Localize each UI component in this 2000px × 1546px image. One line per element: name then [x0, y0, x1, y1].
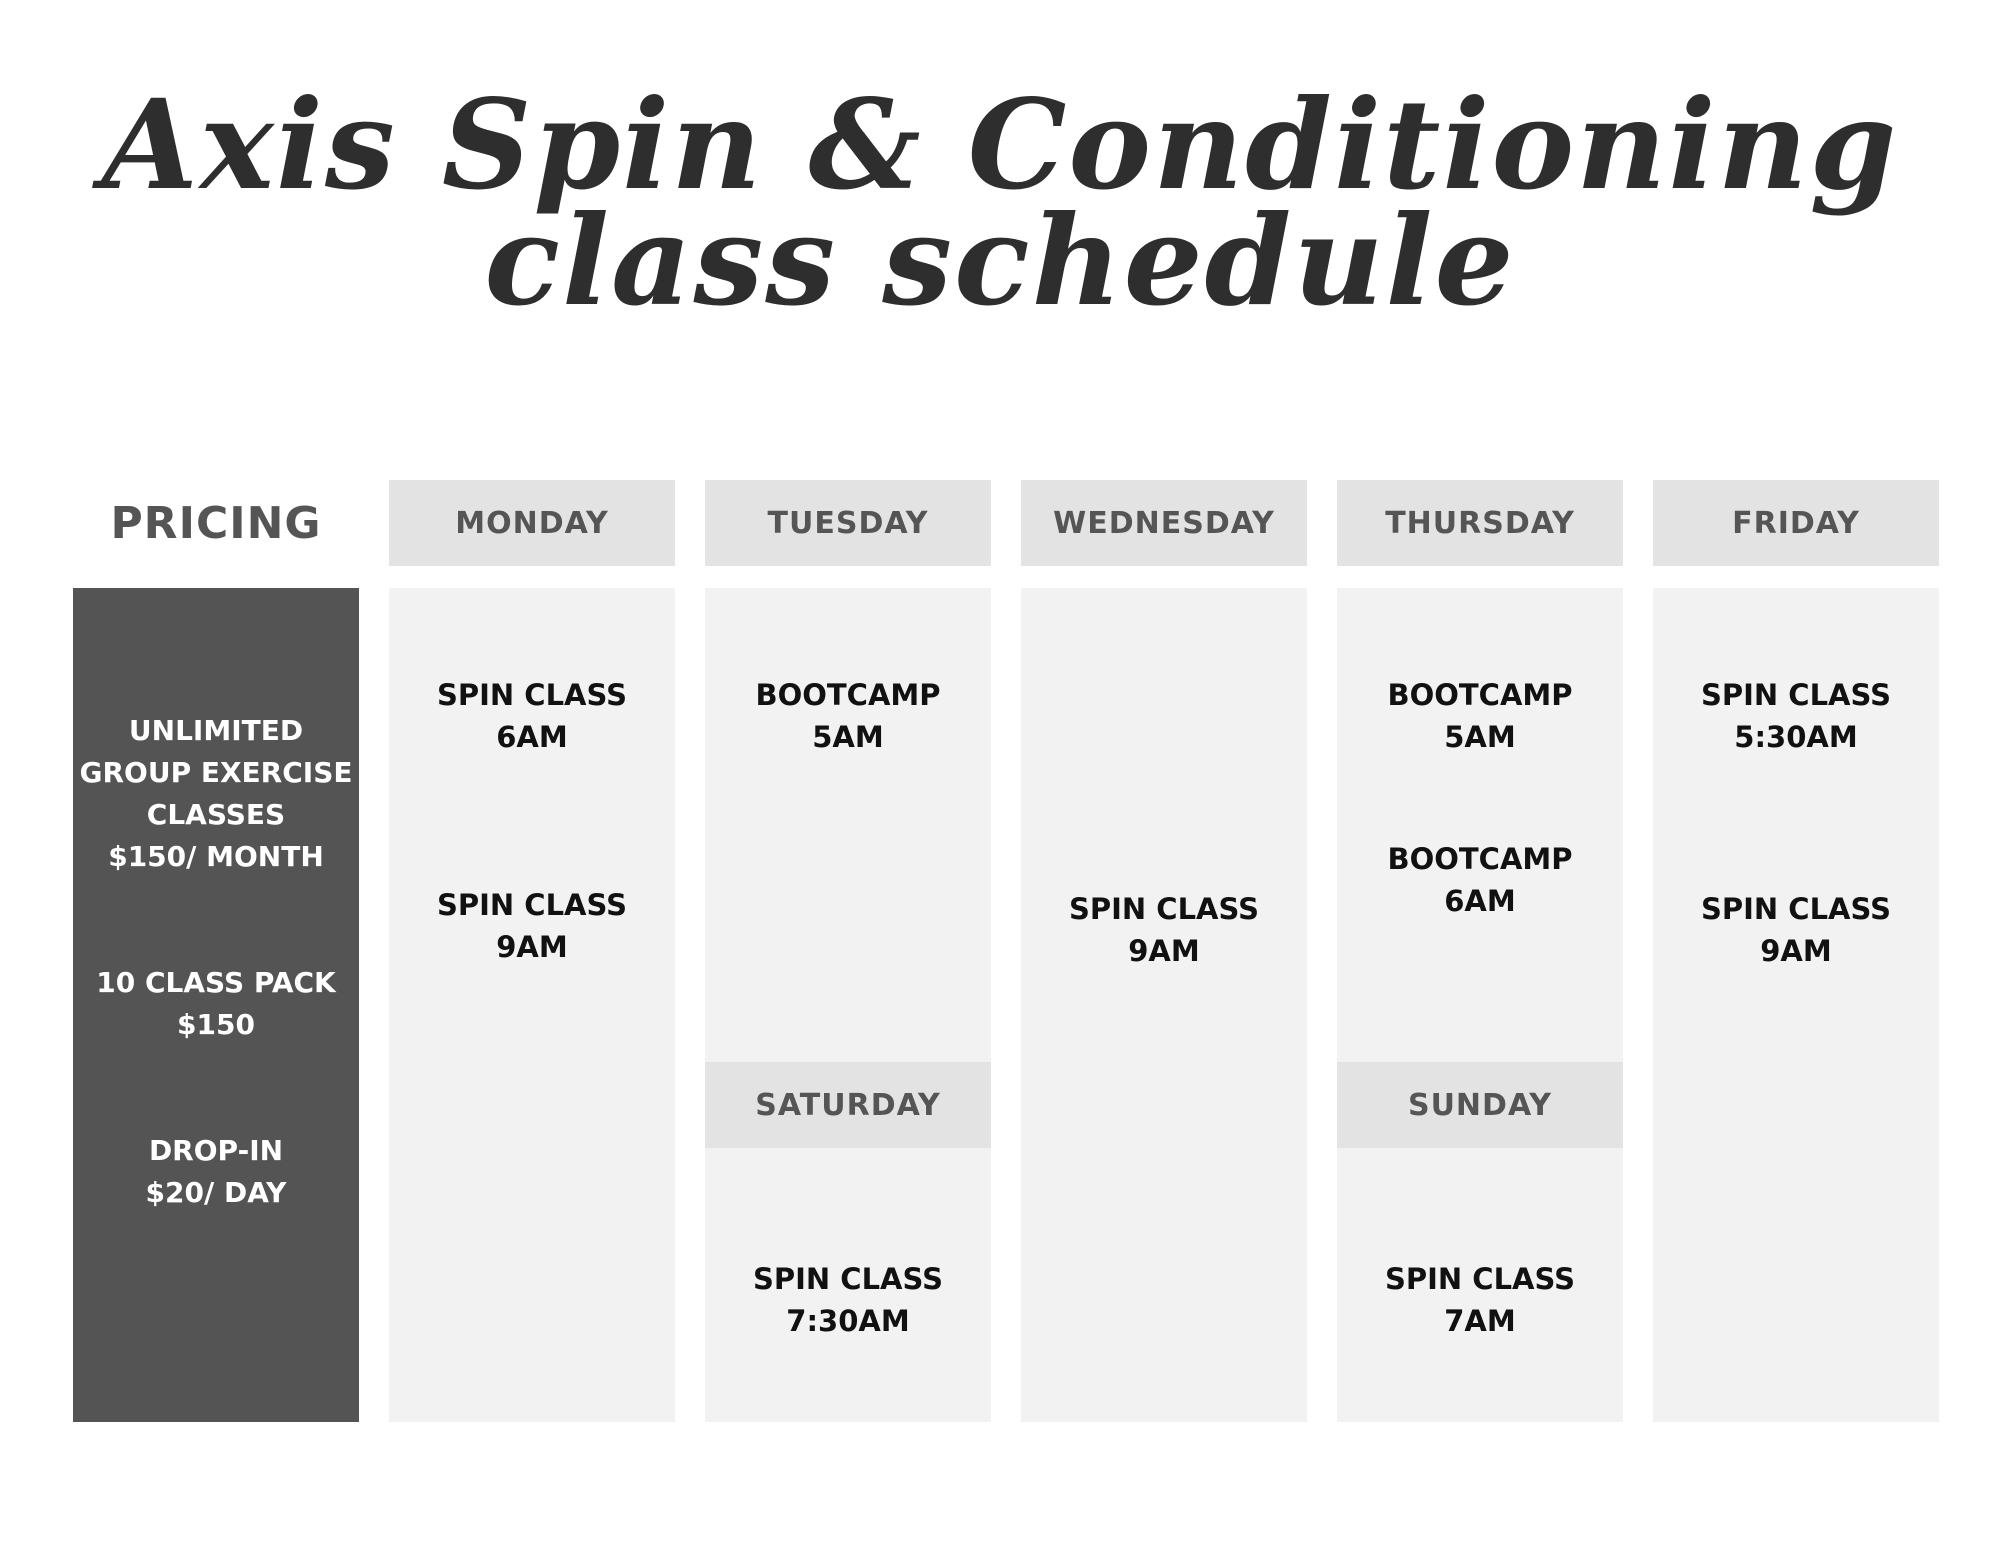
class-time: 9AM	[1760, 934, 1832, 968]
class-time: 7AM	[1444, 1304, 1516, 1338]
class-name: SPIN CLASS	[437, 678, 627, 712]
day-header-sunday: SUNDAY	[1337, 1062, 1623, 1148]
day-header-saturday: SATURDAY	[705, 1062, 991, 1148]
class-name: SPIN CLASS	[753, 1262, 943, 1296]
pricing-item-class-pack: 10 CLASS PACK $150	[96, 966, 336, 1041]
page-title-line-2: class schedule	[484, 189, 1516, 334]
class-time: 9AM	[1128, 934, 1200, 968]
pricing-item-drop-in: DROP-IN $20/ DAY	[145, 1134, 287, 1209]
class-time: 5:30AM	[1734, 720, 1858, 754]
class-entry	[1337, 838, 1623, 922]
class-name: SPIN CLASS	[1701, 678, 1891, 712]
pricing-item-unlimited: UNLIMITED GROUP EXERCISE CLASSES $150/ MONTH	[79, 714, 353, 873]
page-title-line-1: Axis Spin & Conditioning	[101, 73, 1899, 218]
class-name: SPIN CLASS	[1701, 892, 1891, 926]
day-header-thursday: THURSDAY	[1337, 480, 1623, 566]
class-entry	[389, 674, 675, 758]
class-entry	[1337, 1258, 1623, 1342]
class-entry	[705, 674, 991, 758]
class-entry	[1653, 888, 1939, 972]
class-name: BOOTCAMP	[755, 678, 941, 712]
class-entry	[1337, 674, 1623, 758]
class-name: SPIN CLASS	[1385, 1262, 1575, 1296]
day-header-tuesday: TUESDAY	[705, 480, 991, 566]
class-time: 7:30AM	[786, 1304, 910, 1338]
class-time: 6AM	[496, 720, 568, 754]
pricing-panel	[73, 588, 359, 1422]
day-header-friday: FRIDAY	[1653, 480, 1939, 566]
class-name: SPIN CLASS	[437, 888, 627, 922]
schedule-column-wednesday	[1021, 588, 1307, 1422]
class-entry	[389, 884, 675, 968]
class-time: 5AM	[812, 720, 884, 754]
class-time: 6AM	[1444, 884, 1516, 918]
class-entry	[1653, 674, 1939, 758]
class-name: BOOTCAMP	[1387, 842, 1573, 876]
class-entry	[1021, 888, 1307, 972]
schedule-column-friday	[1653, 588, 1939, 1422]
day-header-wednesday: WEDNESDAY	[1021, 480, 1307, 566]
class-time: 5AM	[1444, 720, 1516, 754]
day-header-monday: MONDAY	[389, 480, 675, 566]
schedule-column-tuesday	[705, 588, 991, 1422]
class-name: BOOTCAMP	[1387, 678, 1573, 712]
schedule-column-monday	[389, 588, 675, 1422]
class-time: 9AM	[496, 930, 568, 964]
schedule-column-thursday	[1337, 588, 1623, 1422]
class-entry	[705, 1258, 991, 1342]
pricing-heading: PRICING	[110, 497, 322, 549]
class-name: SPIN CLASS	[1069, 892, 1259, 926]
